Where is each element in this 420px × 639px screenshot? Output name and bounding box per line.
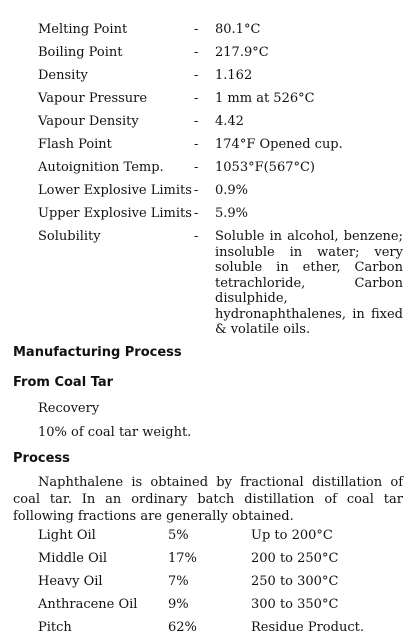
fraction-temperature: Residue Product.: [251, 620, 364, 635]
process-paragraph: Naphthalene is obtained by fractional distillation of coal tar. In an ordinary batch distillation of coal tar following fractions are generally obtained.: [13, 475, 403, 524]
fraction-percent: 7%: [168, 574, 189, 589]
fraction-percent: 62%: [168, 620, 197, 635]
property-label: Vapour Pressure: [38, 91, 148, 106]
property-value: 1053°F(567°C): [215, 160, 316, 175]
recovery-label: Recovery: [38, 401, 100, 416]
property-dash: -: [194, 160, 199, 175]
property-value: 1.162: [215, 68, 253, 83]
fraction-temperature: 250 to 300°C: [251, 574, 339, 589]
property-label: Melting Point: [38, 22, 128, 37]
from-coal-tar-heading: From Coal Tar: [13, 375, 114, 390]
fraction-temperature: 300 to 350°C: [251, 597, 339, 612]
manufacturing-process-heading: Manufacturing Process: [13, 345, 182, 360]
property-label: Autoignition Temp.: [38, 160, 164, 175]
property-value: 174°F Opened cup.: [215, 137, 343, 152]
property-dash: -: [194, 183, 199, 198]
property-value: 80.1°C: [215, 22, 261, 37]
property-dash: -: [194, 137, 199, 152]
fraction-name: Light Oil: [38, 528, 96, 543]
property-value: 4.42: [215, 114, 244, 129]
fraction-temperature: 200 to 250°C: [251, 551, 339, 566]
property-value: 217.9°C: [215, 45, 269, 60]
recovery-text: 10% of coal tar weight.: [38, 425, 192, 440]
property-dash: -: [194, 229, 199, 244]
property-value: 5.9%: [215, 206, 249, 221]
fraction-name: Anthracene Oil: [38, 597, 138, 612]
property-label: Density: [38, 68, 88, 83]
property-dash: -: [194, 114, 199, 129]
property-value: 0.9%: [215, 183, 249, 198]
property-value: Soluble in alcohol, benzene; insoluble in water; very soluble in ether, Carbon tetrachloride, Carbon disulphide, hydronaphthalenes, in fixed & volatile oils.: [215, 229, 403, 337]
property-label: Boiling Point: [38, 45, 123, 60]
fraction-temperature: Up to 200°C: [251, 528, 333, 543]
property-label: Vapour Density: [38, 114, 139, 129]
property-dash: -: [194, 206, 199, 221]
fraction-percent: 9%: [168, 597, 189, 612]
property-value: 1 mm at 526°C: [215, 91, 315, 106]
fraction-percent: 5%: [168, 528, 189, 543]
fraction-name: Middle Oil: [38, 551, 108, 566]
property-dash: -: [194, 22, 199, 37]
property-dash: -: [194, 68, 199, 83]
process-heading: Process: [13, 451, 70, 466]
property-label: Upper Explosive Limits: [38, 206, 192, 221]
fraction-percent: 17%: [168, 551, 197, 566]
property-dash: -: [194, 91, 199, 106]
property-label: Solubility: [38, 229, 101, 244]
fraction-name: Heavy Oil: [38, 574, 103, 589]
property-label: Lower Explosive Limits: [38, 183, 192, 198]
property-dash: -: [194, 45, 199, 60]
property-label: Flash Point: [38, 137, 112, 152]
fraction-name: Pitch: [38, 620, 72, 635]
